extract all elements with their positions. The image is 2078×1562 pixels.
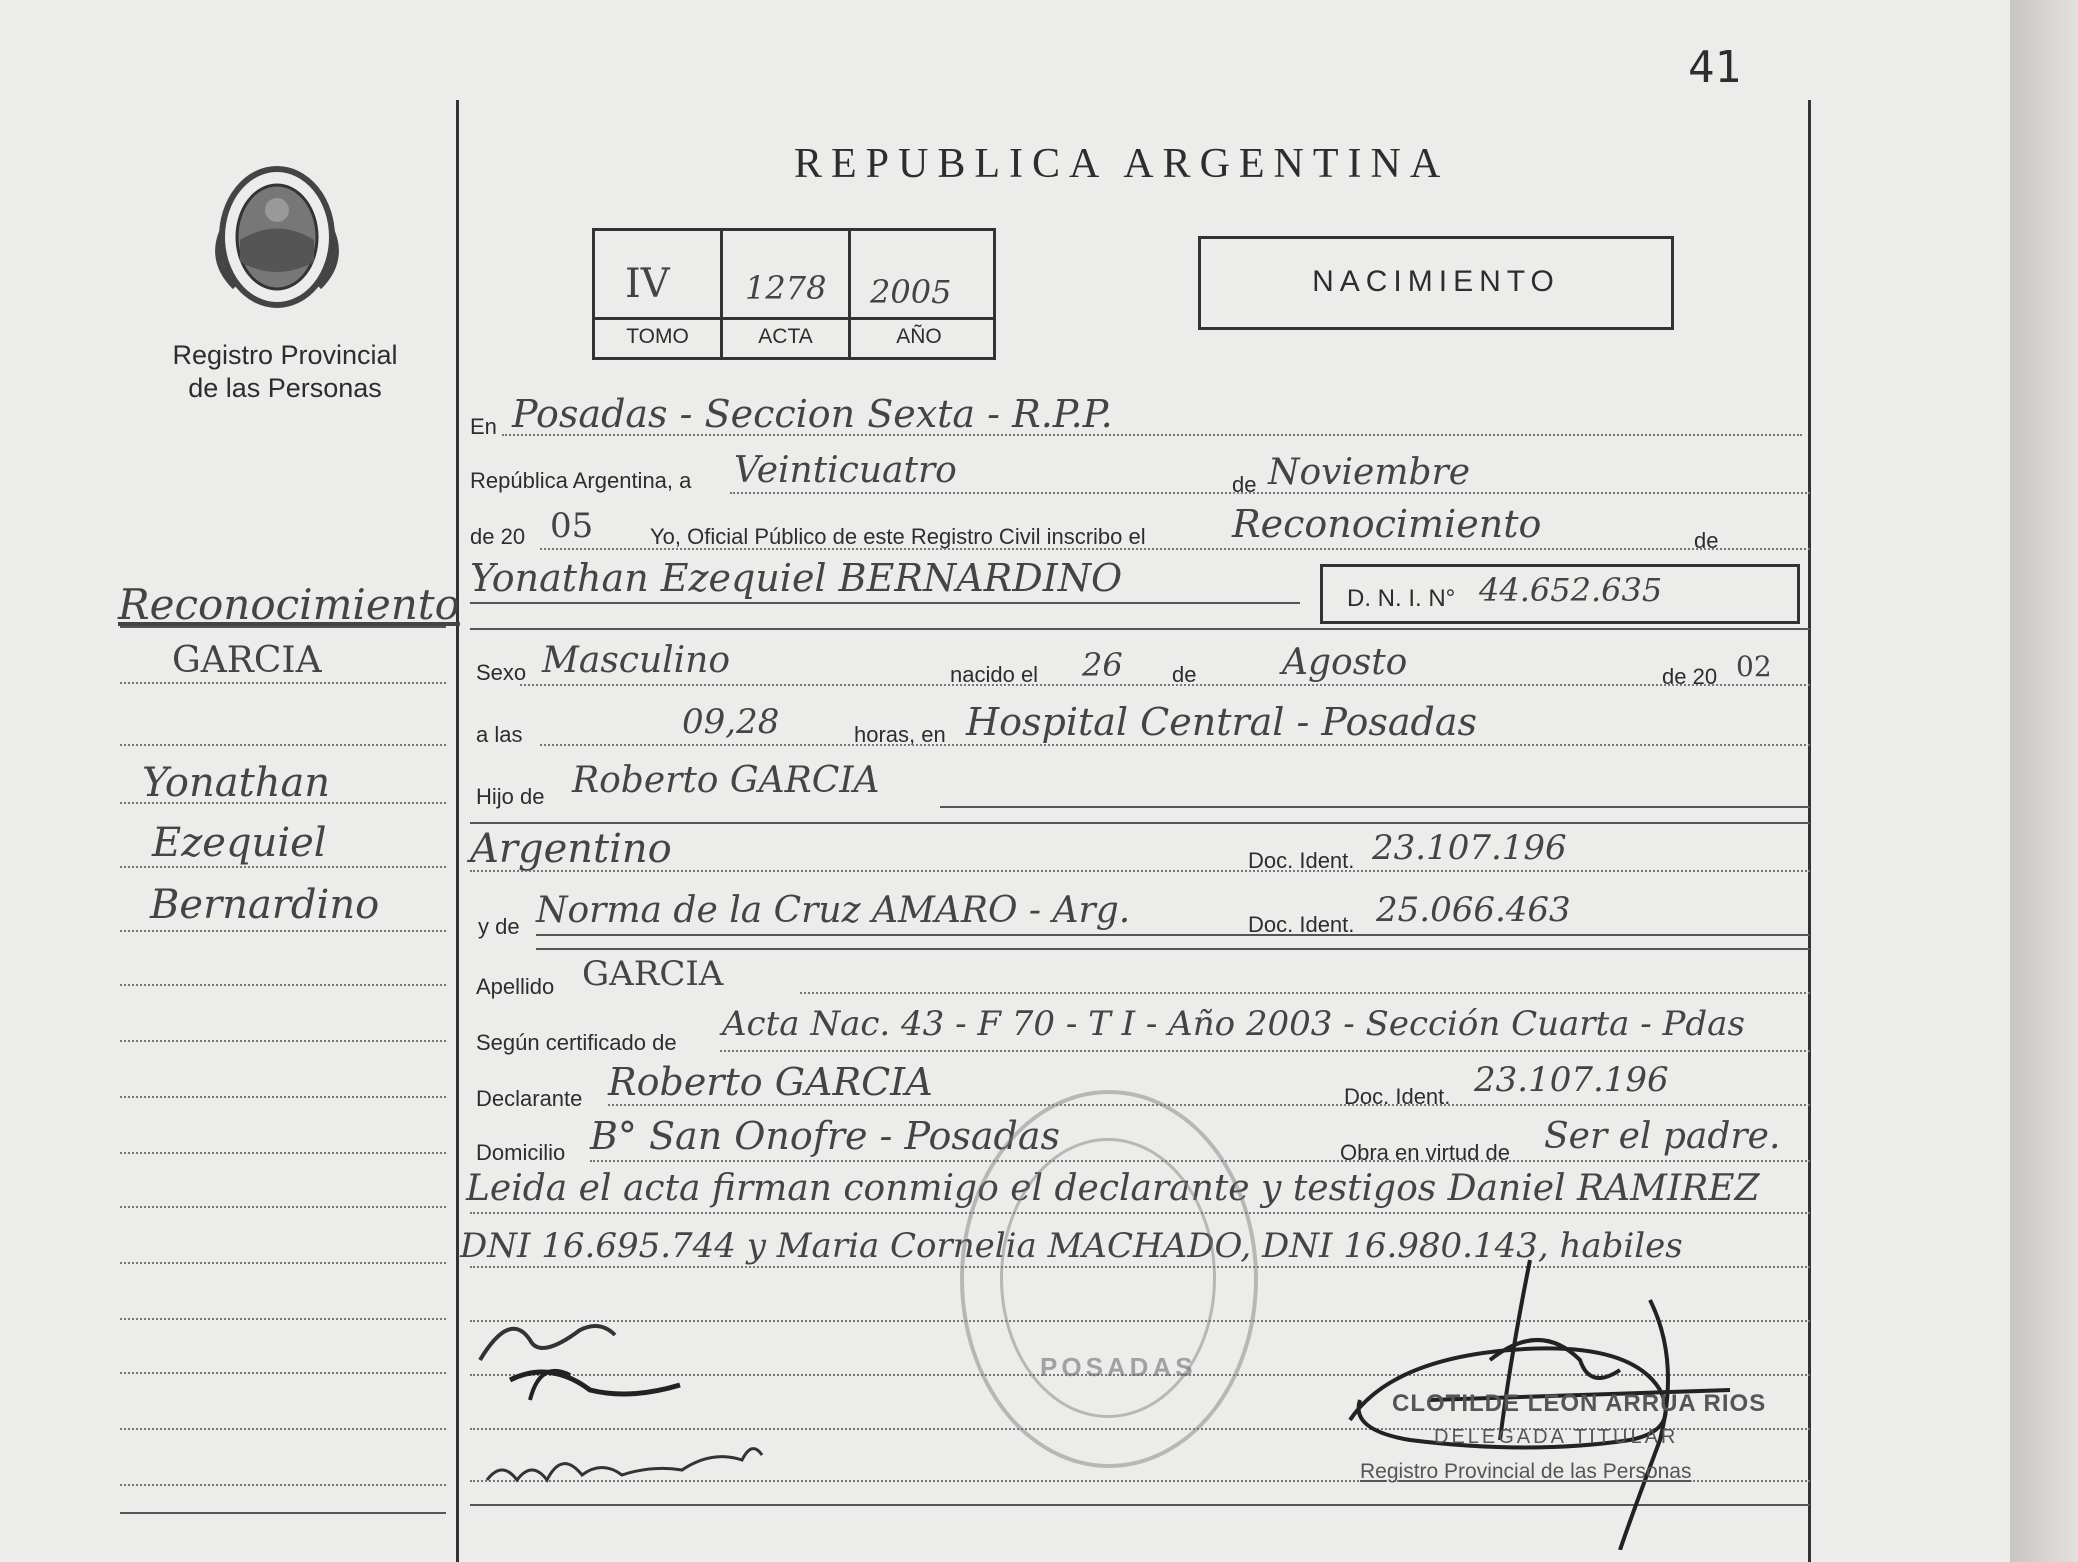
nacido-label: nacido el bbox=[950, 662, 1039, 687]
ano-label: AÑO bbox=[896, 325, 942, 348]
nacido-month: Agosto bbox=[1282, 642, 1408, 683]
day-value: Veinticuatro bbox=[734, 450, 957, 491]
official-stamp-line3: Registro Provincial de las Personas bbox=[1360, 1460, 1692, 1483]
inscribo-value: Reconocimiento bbox=[1232, 502, 1542, 546]
en-label: En bbox=[470, 414, 497, 439]
alas-label: a las bbox=[476, 722, 523, 747]
madre-doc: 25.066.463 bbox=[1376, 890, 1571, 930]
padre-nacionalidad: Argentino bbox=[470, 826, 672, 872]
act-type: NACIMIENTO bbox=[1312, 265, 1560, 298]
month-label: de bbox=[1232, 472, 1257, 497]
dni-label: D. N. I. N° bbox=[1347, 585, 1456, 612]
left-column-rule bbox=[456, 100, 459, 1562]
book-edge bbox=[2010, 0, 2078, 1562]
acta-value: 1278 bbox=[745, 269, 827, 307]
declarante-doc: 23.107.196 bbox=[1474, 1060, 1669, 1100]
hora-value: 09,28 bbox=[682, 702, 780, 742]
dni-box bbox=[1320, 564, 1800, 624]
margin-note-name2: Ezequiel bbox=[152, 820, 327, 866]
sexo-value: Masculino bbox=[542, 640, 731, 681]
obra-label: Obra en virtud de bbox=[1340, 1140, 1510, 1165]
official-stamp-line1: CLOTILDE LEON ARRUA RIOS bbox=[1392, 1390, 1767, 1417]
horas-label: horas, en bbox=[854, 722, 946, 747]
de-label: de bbox=[1694, 528, 1719, 553]
person-value: Yonathan Ezequiel BERNARDINO bbox=[470, 556, 1123, 600]
declarante-doc-label: Doc. Ident. bbox=[1344, 1084, 1451, 1109]
month-value: Noviembre bbox=[1268, 452, 1471, 493]
de2-label: de bbox=[1172, 662, 1197, 687]
registry-round-stamp bbox=[960, 1090, 1260, 1470]
acta-label: ACTA bbox=[758, 325, 813, 348]
lectura-line1: Leida el acta firman conmigo el declarante y testigos Daniel RAMIREZ bbox=[466, 1168, 1760, 1209]
right-margin-rule bbox=[1808, 100, 1811, 1562]
de20-label: de 20 bbox=[1662, 664, 1718, 689]
witness-signature bbox=[482, 1430, 772, 1500]
padre-doc-label: Doc. Ident. bbox=[1248, 848, 1355, 873]
nacido-day: 26 bbox=[1082, 646, 1123, 684]
margin-note-surname: GARCIA bbox=[172, 640, 322, 681]
record-box bbox=[592, 228, 996, 360]
republica-label: República Argentina, a bbox=[470, 468, 692, 493]
padre-value: Roberto GARCIA bbox=[572, 760, 880, 801]
declarante-value: Roberto GARCIA bbox=[608, 1060, 933, 1104]
inscribo-label: Yo, Oficial Público de este Registro Civil inscribo el bbox=[650, 524, 1146, 549]
act-type-box bbox=[1198, 236, 1674, 330]
nacido-year: 02 bbox=[1736, 650, 1772, 683]
lugar-value: Hospital Central - Posadas bbox=[966, 700, 1477, 744]
domicilio-value: B° San Onofre - Posadas bbox=[590, 1114, 1061, 1158]
declarante-label: Declarante bbox=[476, 1086, 583, 1111]
registry-name-line2: de las Personas bbox=[188, 373, 382, 403]
tomo-label: TOMO bbox=[626, 325, 689, 348]
stamp-center-text: POSADAS bbox=[1040, 1352, 1197, 1382]
official-stamp-line2: DELEGADA TITULAR bbox=[1434, 1426, 1679, 1448]
apellido-label: Apellido bbox=[476, 974, 555, 999]
en-value: Posadas - Seccion Sexta - R.P.P. bbox=[512, 392, 1113, 436]
page-number: 41 bbox=[1688, 42, 1741, 93]
padre-doc: 23.107.196 bbox=[1372, 828, 1567, 868]
segun-label: Según certificado de bbox=[476, 1030, 677, 1055]
yde-label: y de bbox=[478, 914, 520, 939]
lectura-line2: DNI 16.695.744 y Maria Cornelia MACHADO, DNI 16.980.143, habiles bbox=[460, 1226, 1683, 1266]
tomo-value: IV bbox=[625, 261, 670, 307]
dni-value: 44.652.635 bbox=[1479, 571, 1663, 609]
misiones-coat-of-arms-icon bbox=[210, 162, 345, 312]
margin-note-name3: Bernardino bbox=[150, 882, 380, 928]
apellido-value: GARCIA bbox=[582, 954, 724, 994]
segun-value: Acta Nac. 43 - F 70 - T I - Año 2003 - Sección Cuarta - Pdas bbox=[722, 1004, 1745, 1044]
country-title: REPUBLICA ARGENTINA bbox=[794, 141, 1450, 187]
sexo-label: Sexo bbox=[476, 660, 527, 685]
year-value: 05 bbox=[550, 506, 594, 546]
year-label: de 20 bbox=[470, 524, 526, 549]
declarante-signature bbox=[470, 1300, 710, 1420]
domicilio-label: Domicilio bbox=[476, 1140, 566, 1165]
madre-doc-label: Doc. Ident. bbox=[1248, 912, 1355, 937]
hijo-label: Hijo de bbox=[476, 784, 545, 809]
registry-name-line1: Registro Provincial bbox=[172, 340, 398, 370]
margin-note-title: Reconocimiento bbox=[118, 580, 460, 629]
margin-note-name1: Yonathan bbox=[142, 760, 331, 806]
obra-value: Ser el padre. bbox=[1544, 1116, 1781, 1157]
madre-value: Norma de la Cruz AMARO - Arg. bbox=[536, 890, 1131, 931]
ano-value: 2005 bbox=[870, 273, 952, 311]
